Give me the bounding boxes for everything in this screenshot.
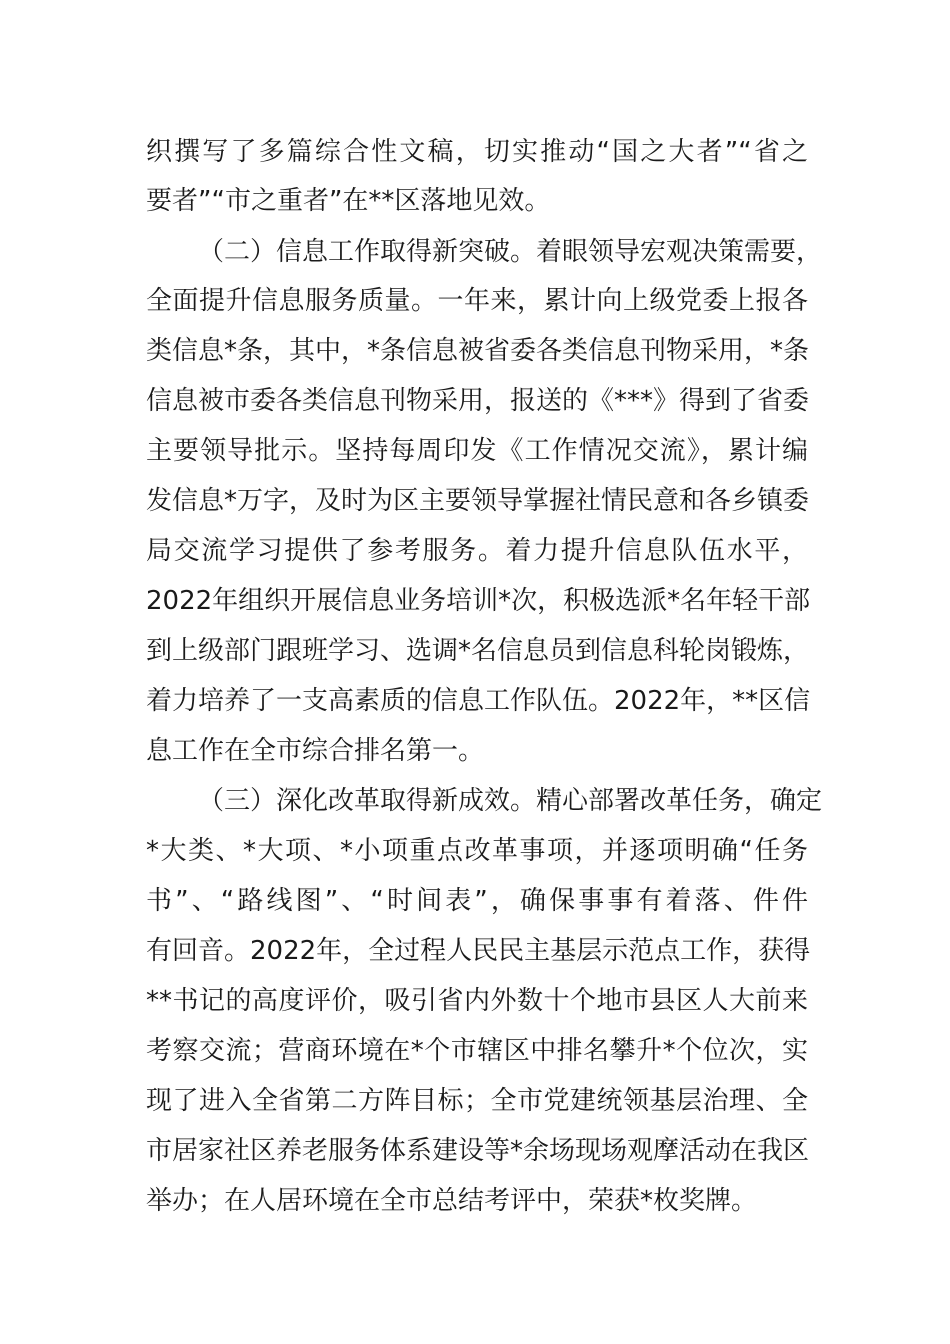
text-line: 主要领导批示。坚持每周印发《工作情况交流》，累计编 — [146, 436, 808, 466]
text-line: 类信息*条，其中，*条信息被省委各类信息刊物采用，*条 — [146, 336, 810, 366]
text-line: 息工作在全市综合排名第一。 — [146, 736, 485, 766]
text-line: 到上级部门跟班学习、选调*名信息员到信息科轮岗锻炼， — [146, 636, 810, 666]
text-line: **书记的高度评价，吸引省内外数十个地市县区人大前来 — [146, 986, 808, 1016]
text-line: 局交流学习提供了参考服务。着力提升信息队伍水平， — [146, 536, 808, 566]
text-line: 要者”“市之重者”在**区落地见效。 — [146, 186, 551, 216]
text-line: *大类、*大项、*小项重点改革事项，并逐项明确“任务 — [146, 836, 808, 866]
text-line: 考察交流；营商环境在*个市辖区中排名攀升*个位次，实 — [146, 1036, 808, 1066]
text-line: 现了进入全省第二方阵目标；全市党建统领基层治理、全 — [146, 1086, 808, 1116]
text-line: 发信息*万字，及时为区主要领导掌握社情民意和各乡镇委 — [146, 486, 810, 516]
text-line: 书”、“路线图”、“时间表”，确保事事有着落、件件 — [146, 886, 808, 916]
text-line: 有回音。2022年，全过程人民民主基层示范点工作，获得 — [146, 936, 811, 966]
section-heading-line: （三）深化改革取得新成效。精心部署改革任务，确定 — [198, 786, 823, 816]
text-line: 2022年组织开展信息业务培训*次，积极选派*名年轻干部 — [146, 586, 811, 616]
text-line: 举办；在人居环境在全市总结考评中，荣获*枚奖牌。 — [146, 1186, 758, 1216]
text-line: 全面提升信息服务质量。一年来，累计向上级党委上报各 — [146, 286, 808, 316]
text-line: 织撰写了多篇综合性文稿，切实推动“国之大者”“省之 — [146, 137, 808, 167]
section-heading-line: （二）信息工作取得新突破。着眼领导宏观决策需要， — [198, 237, 823, 267]
text-line: 信息被市委各类信息刊物采用，报送的《***》得到了省委 — [146, 386, 810, 416]
text-line: 市居家社区养老服务体系建设等*余场现场观摩活动在我区 — [146, 1136, 810, 1166]
text-line: 着力培养了一支高素质的信息工作队伍。2022年，**区信 — [146, 686, 811, 716]
